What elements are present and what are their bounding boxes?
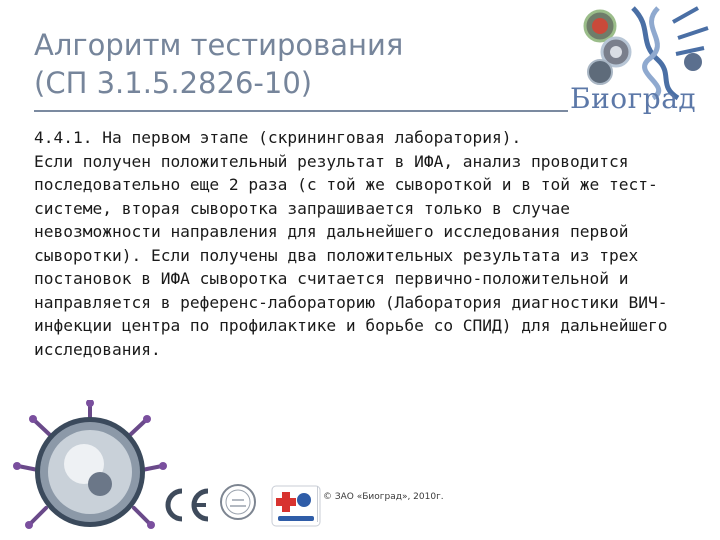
ce-mark-icon	[160, 485, 212, 525]
hiv-virus-illustration	[10, 400, 170, 540]
logo-text: Биоград	[570, 82, 697, 115]
certification-badge-icon	[268, 482, 324, 530]
slide-title	[34, 26, 403, 102]
body-text	[34, 126, 694, 361]
title-line-1: Алгоритм тестирования	[34, 28, 404, 62]
title-line-2: (СП 3.1.5.2826-10)	[34, 66, 313, 100]
paragraph-2: Если получен положительный результат в ИФА, анализ проводится последовательно еще 2 раза (с той же сывороткой и в той же тест-системе, вторая сыворотка запрашивается только в случае невозможности направления для дальнейшего исследования первой сыворотки). Если получены два положительных результата из трех постановок в ИФА сыворотка считается первично-положительной и направляется в референс-лабораторию (Лаборатория диагностики ВИЧ-инфекции центра по профилактике и борьбе со СПИД) для дальнейшего исследования.	[34, 151, 668, 359]
quality-seal-icon	[218, 482, 258, 526]
copyright-text: © ЗАО «Биоград», 2010г.	[323, 492, 444, 502]
footer-divider	[317, 486, 318, 522]
paragraph-1: 4.4.1. На первом этапе (скрининговая лаборатория).	[34, 128, 522, 147]
title-divider	[34, 110, 568, 112]
